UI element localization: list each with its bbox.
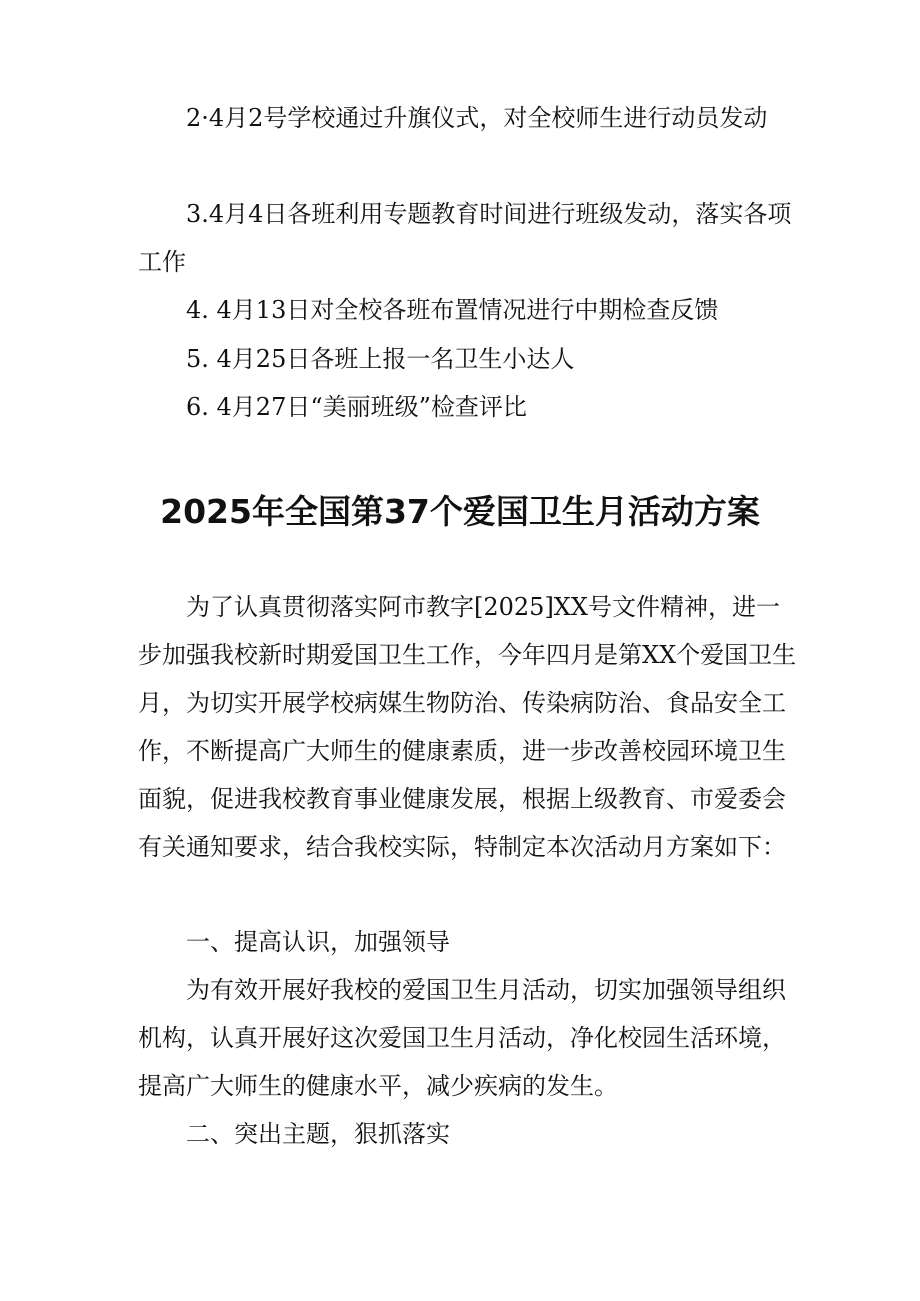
list-item-5: 5. 4月25日各班上报一名卫生小达人 <box>186 345 575 373</box>
section-2-heading: 二、突出主题，狠抓落实 <box>186 1120 450 1148</box>
intro-paragraph: 为了认真贯彻落实阿市教字[2025]XX号文件精神，进一步加强我校新时期爱国卫生工作，今年四月是第XX个爱国卫生月，为切实开展学校病媒生物防治、传染病防治、食品安全工作，不断提高广大师生的健康素质，进一步改善校园环境卫生面貌，促进我校教育事业健康发展，根据上级教育、市爱委会有关通知要求，结合我校实际，特制定本次活动月方案如下： <box>138 593 797 861</box>
section-1-heading: 一、提高认识，加强领导 <box>186 928 450 956</box>
list-item-6: 6. 4月27日“美丽班级”检查评比 <box>186 393 527 421</box>
list-item-4: 4. 4月13日对全校各班布置情况进行中期检查反馈 <box>186 296 719 324</box>
list-item-2: 2·4月2号学校通过升旗仪式，对全校师生进行动员发动 <box>186 104 768 132</box>
document-title: 2025年全国第37个爱国卫生月活动方案 <box>160 492 760 531</box>
list-item-3: 3.4月4日各班利用专题教育时间进行班级发动，落实各项工作 <box>138 200 792 276</box>
section-1-body: 为有效开展好我校的爱国卫生月活动，切实加强领导组织机构，认真开展好这次爱国卫生月活动，净化校园生活环境，提高广大师生的健康水平，减少疾病的发生。 <box>138 976 786 1100</box>
